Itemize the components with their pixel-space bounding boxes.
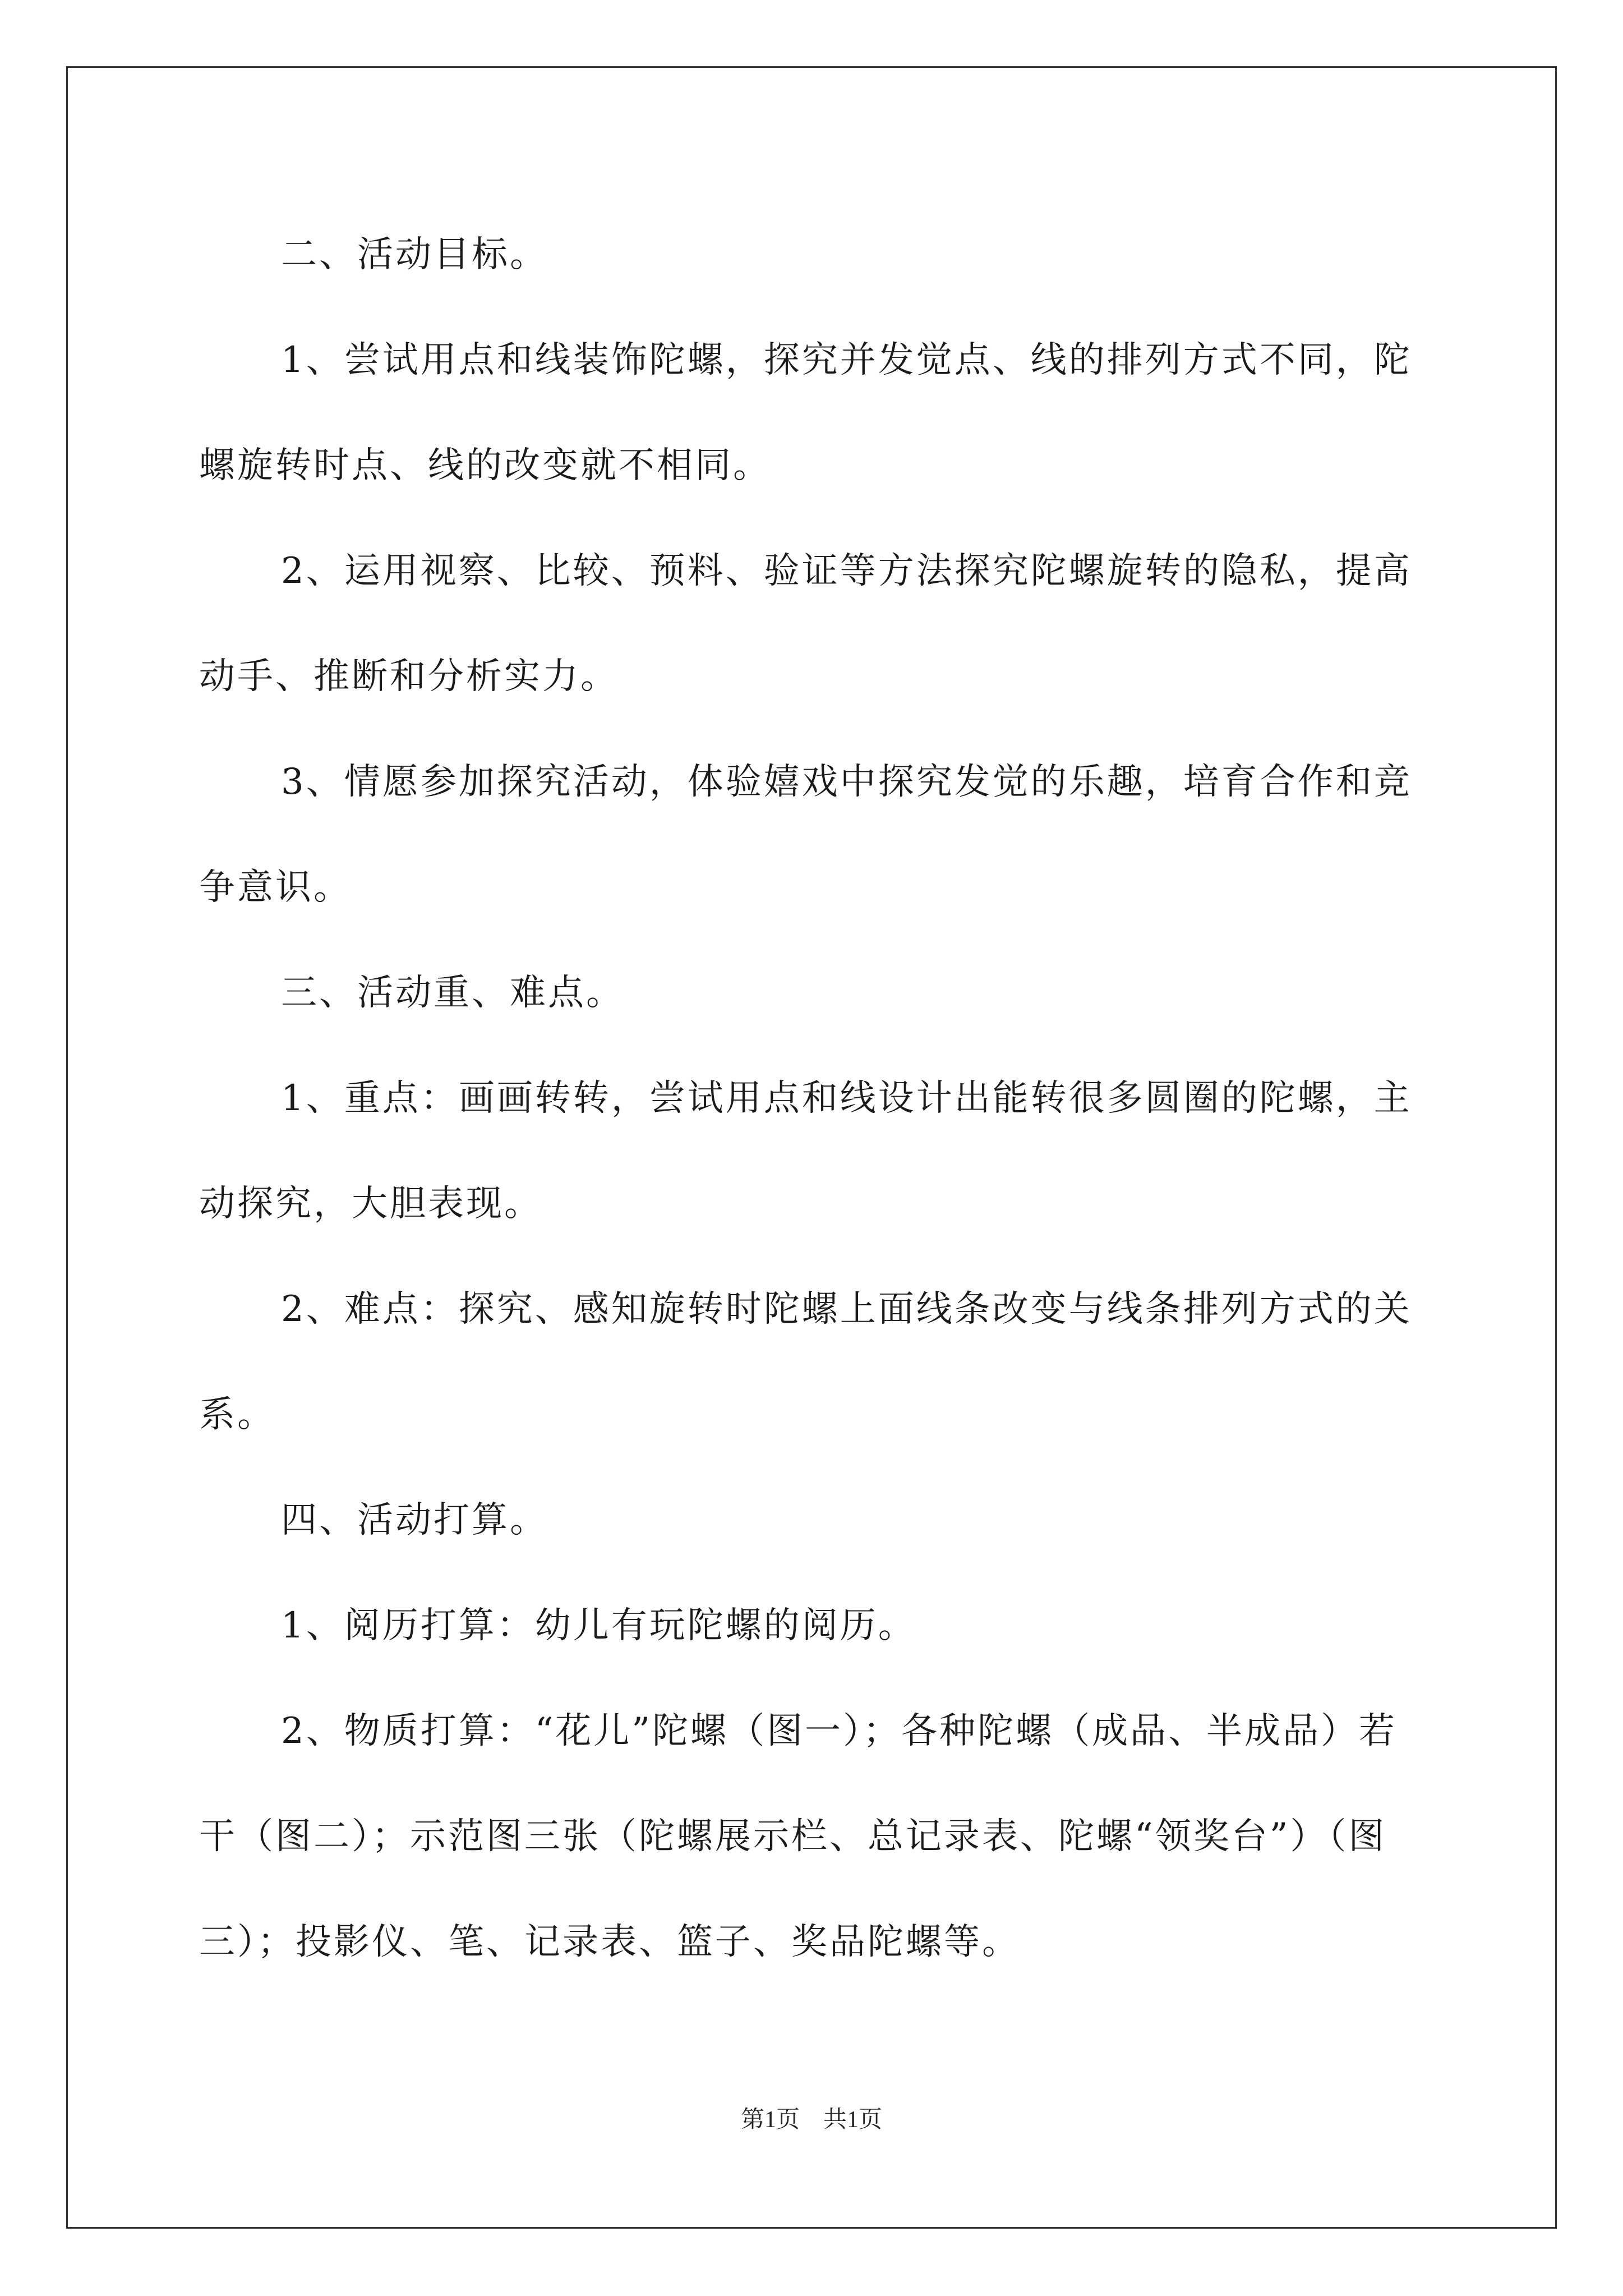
key-point-item: 1、重点：画画转转，尝试用点和线设计出能转很多圆圈的陀螺，主动探究，大胆表现。 bbox=[199, 1078, 1412, 1225]
page-footer: 第1页 共1页 bbox=[740, 2107, 882, 2133]
document-body bbox=[199, 202, 1433, 1995]
difficulty-item: 2、难点：探究、感知旋转时陀螺上面线条改变与线条排列方式的关系。 bbox=[199, 1289, 1412, 1435]
goal-item-3: 3、情愿参加探究活动，体验嬉戏中探究发觉的乐趣，培育合作和竞争意识。 bbox=[199, 761, 1412, 908]
goal-item-2: 2、运用视察、比较、预料、验证等方法探究陀螺旋转的隐私，提高动手、推断和分析实力。 bbox=[199, 550, 1412, 697]
goal-item-1: 1、尝试用点和线装饰陀螺，探究并发觉点、线的排列方式不同，陀螺旋转时点、线的改变就不相同。 bbox=[199, 339, 1412, 486]
section-heading-goals: 二、活动目标。 bbox=[281, 234, 548, 275]
preparation-item-2: 2、物质打算：“花儿”陀螺（图一）；各种陀螺（成品、半成品）若干（图二）；示范图三张（陀螺展示栏、总记录表、陀螺“领奖台”）（图三）；投影仪、笔、记录表、篮子、奖品陀螺等。 bbox=[199, 1710, 1398, 1963]
preparation-item-1: 1、阅历打算：幼儿有玩陀螺的阅历。 bbox=[281, 1605, 916, 1646]
section-heading-key-points: 三、活动重、难点。 bbox=[281, 972, 624, 1014]
section-heading-preparation: 四、活动打算。 bbox=[281, 1499, 548, 1541]
